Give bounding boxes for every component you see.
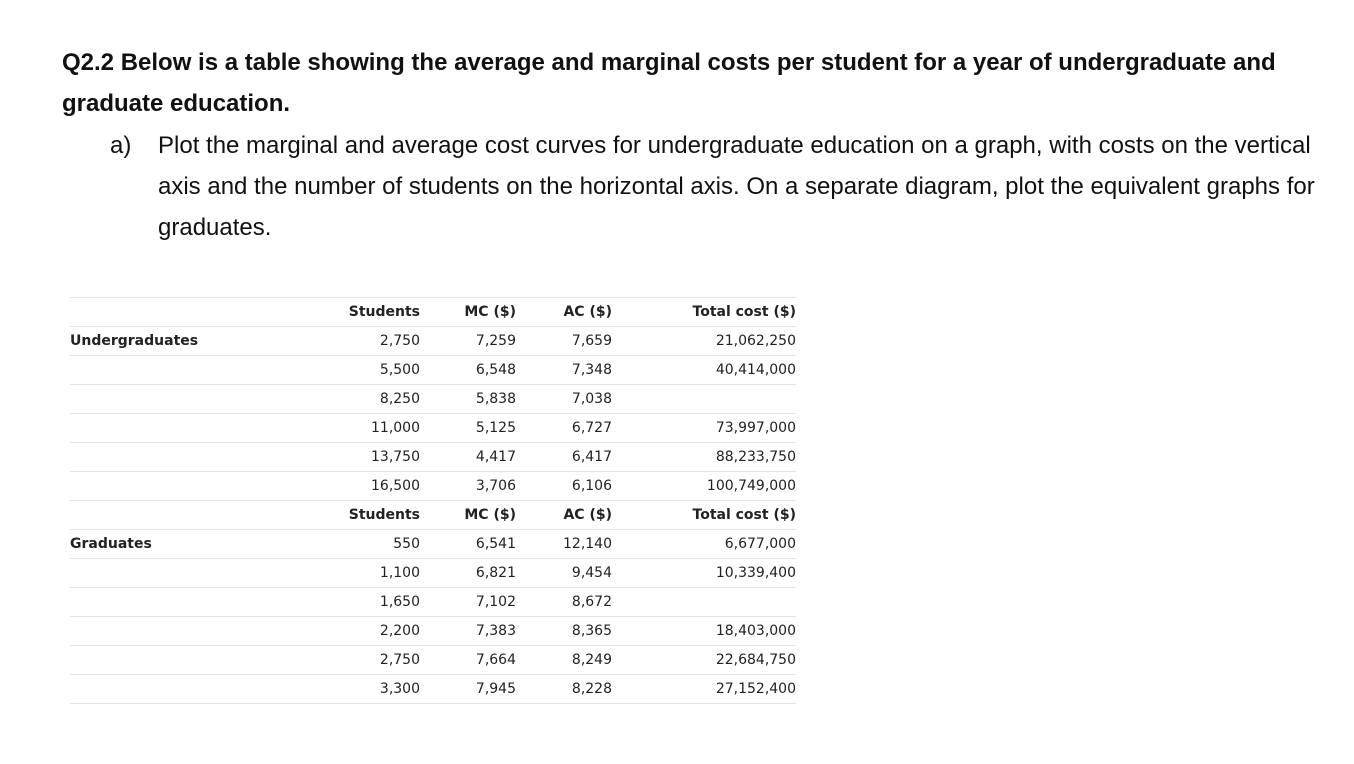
cell-mc: 7,383 [420, 617, 516, 646]
cell-total [612, 588, 796, 617]
table-row [70, 472, 796, 501]
cell-students: 11,000 [300, 414, 420, 443]
cell-mc: 7,664 [420, 646, 516, 675]
cell-total: 10,339,400 [612, 559, 796, 588]
header-mc: MC ($) [420, 501, 516, 530]
cost-table [70, 297, 796, 704]
cell-students: 3,300 [300, 675, 420, 704]
cell-students: 16,500 [300, 472, 420, 501]
part-text: Plot the marginal and average cost curves for undergraduate education on a graph, with costs on the vertical axis and the number of students on the horizontal axis. On a separate diagram, plot the equivalent graphs for graduates. [158, 132, 1315, 241]
cell-mc: 7,102 [420, 588, 516, 617]
cell-ac: 8,249 [516, 646, 612, 675]
cell-mc: 4,417 [420, 443, 516, 472]
cell-mc: 5,838 [420, 385, 516, 414]
cell-mc: 6,541 [420, 530, 516, 559]
cell-total [612, 385, 796, 414]
header-row-graduates [70, 501, 796, 530]
cell-total: 40,414,000 [612, 356, 796, 385]
cell-total: 6,677,000 [612, 530, 796, 559]
cell-ac: 8,228 [516, 675, 612, 704]
table-row [70, 414, 796, 443]
table-row [70, 356, 796, 385]
header-students: Students [300, 298, 420, 327]
header-students: Students [300, 501, 420, 530]
header-total: Total cost ($) [612, 501, 796, 530]
cell-total: 100,749,000 [612, 472, 796, 501]
cell-mc: 3,706 [420, 472, 516, 501]
header-row-undergraduates [70, 298, 796, 327]
cell-ac: 12,140 [516, 530, 612, 559]
table-row [70, 385, 796, 414]
group-label-graduates: Graduates [70, 530, 300, 559]
cell-students: 1,650 [300, 588, 420, 617]
header-ac: AC ($) [516, 298, 612, 327]
group-label-undergraduates: Undergraduates [70, 327, 300, 356]
cell-students: 2,750 [300, 327, 420, 356]
table-row [70, 327, 796, 356]
cell-ac: 9,454 [516, 559, 612, 588]
cell-students: 13,750 [300, 443, 420, 472]
part-marker: a) [110, 132, 132, 159]
table-row [70, 588, 796, 617]
cell-ac: 7,038 [516, 385, 612, 414]
table-row [70, 443, 796, 472]
header-mc: MC ($) [420, 298, 516, 327]
cell-mc: 5,125 [420, 414, 516, 443]
cell-total: 21,062,250 [612, 327, 796, 356]
cell-total: 22,684,750 [612, 646, 796, 675]
cell-mc: 7,945 [420, 675, 516, 704]
cell-ac: 8,672 [516, 588, 612, 617]
cell-students: 5,500 [300, 356, 420, 385]
question-title: Q2.2 Below is a table showing the average and marginal costs per student for a year of undergraduate and graduate education. [62, 49, 1276, 117]
cell-mc: 7,259 [420, 327, 516, 356]
cell-students: 2,200 [300, 617, 420, 646]
cell-total: 27,152,400 [612, 675, 796, 704]
cell-mc: 6,821 [420, 559, 516, 588]
table-row [70, 646, 796, 675]
cell-mc: 6,548 [420, 356, 516, 385]
cell-ac: 6,727 [516, 414, 612, 443]
cell-ac: 7,348 [516, 356, 612, 385]
cell-total: 73,997,000 [612, 414, 796, 443]
table-row [70, 617, 796, 646]
table-row [70, 530, 796, 559]
header-total: Total cost ($) [612, 298, 796, 327]
cell-ac: 6,417 [516, 443, 612, 472]
cell-students: 2,750 [300, 646, 420, 675]
question-part-a [110, 125, 1325, 248]
cell-ac: 8,365 [516, 617, 612, 646]
cell-students: 550 [300, 530, 420, 559]
cell-students: 1,100 [300, 559, 420, 588]
cell-ac: 6,106 [516, 472, 612, 501]
cell-students: 8,250 [300, 385, 420, 414]
header-ac: AC ($) [516, 501, 612, 530]
cell-total: 18,403,000 [612, 617, 796, 646]
table-row [70, 559, 796, 588]
cell-ac: 7,659 [516, 327, 612, 356]
table-row [70, 675, 796, 704]
cell-total: 88,233,750 [612, 443, 796, 472]
